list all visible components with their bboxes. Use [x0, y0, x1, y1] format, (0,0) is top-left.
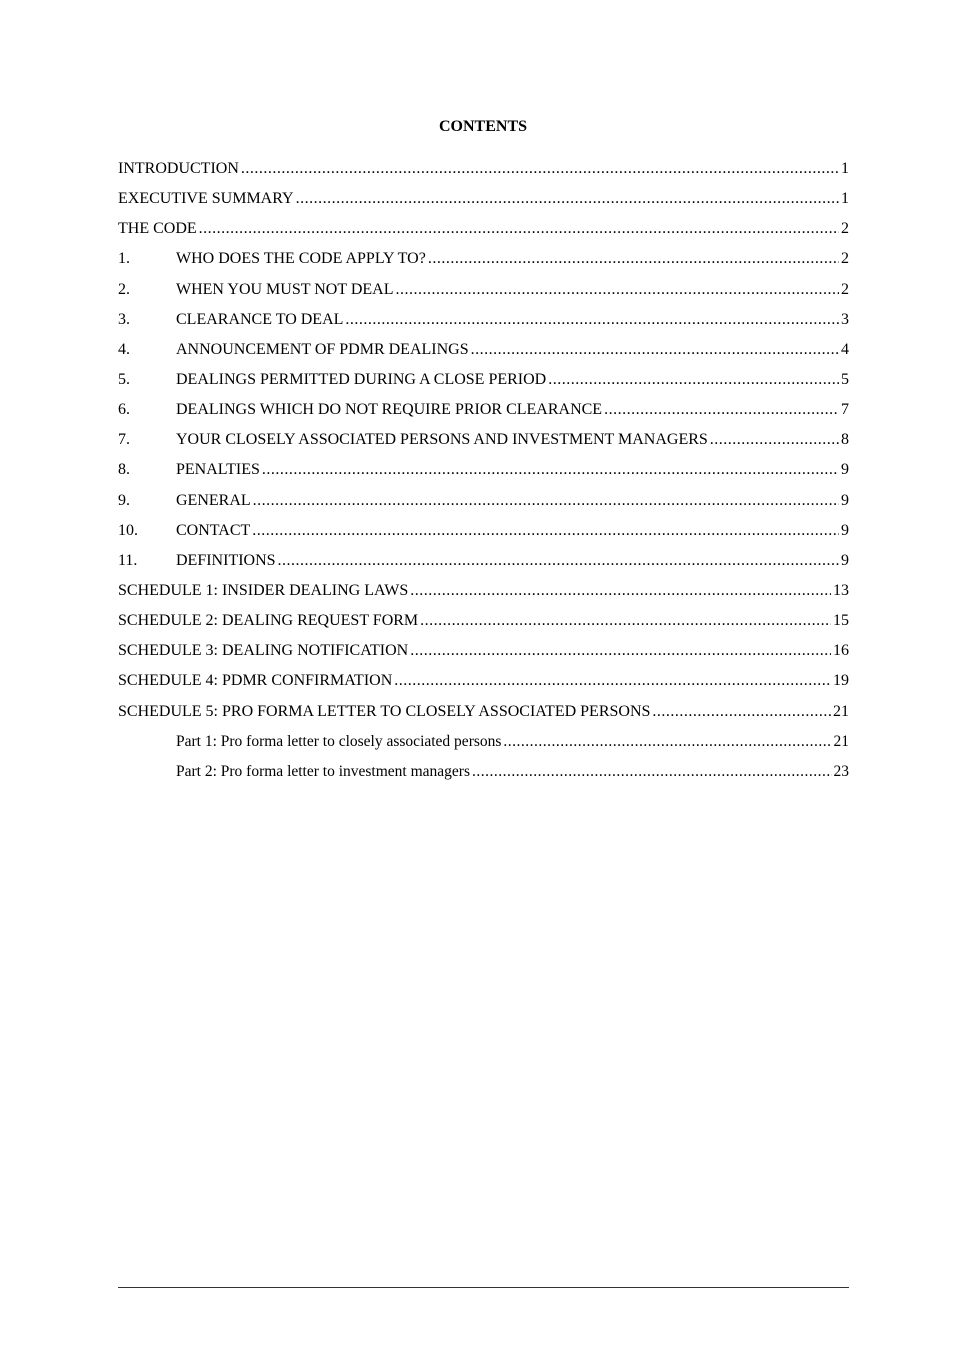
toc-page-number: 21: [833, 732, 849, 750]
toc-entry-text: CONTACT: [176, 521, 251, 539]
toc-entry[interactable]: [118, 550, 849, 580]
toc-page-number: 5: [841, 370, 849, 388]
toc-page-number: 15: [833, 612, 849, 630]
toc-entry-text: EXECUTIVE SUMMARY: [118, 190, 294, 208]
toc-leader: [345, 309, 839, 331]
toc-entry[interactable]: [118, 701, 849, 731]
toc-leader: [503, 731, 831, 753]
toc-entry[interactable]: [118, 670, 849, 700]
toc-entry-number: 10.: [118, 521, 138, 539]
toc-entry-number: 5.: [118, 370, 130, 388]
toc-entry[interactable]: [118, 158, 849, 188]
toc-subentry[interactable]: [118, 731, 849, 761]
toc-page-number: 19: [833, 672, 849, 690]
toc-leader: [253, 490, 839, 512]
toc-entry-text: GENERAL: [176, 491, 251, 509]
toc-entry-number: 1.: [118, 250, 130, 268]
toc-page-number: 3: [841, 310, 849, 328]
toc-entry-text: DEFINITIONS: [176, 551, 276, 569]
toc-entry[interactable]: [118, 188, 849, 218]
toc-page-number: 2: [841, 280, 849, 298]
toc-entry-text: SCHEDULE 4: PDMR CONFIRMATION: [118, 672, 393, 690]
toc-leader: [410, 580, 831, 602]
toc-entry[interactable]: [118, 580, 849, 610]
toc-entry[interactable]: [118, 248, 849, 278]
toc-leader: [472, 761, 832, 783]
toc-entry-text: SCHEDULE 3: DEALING NOTIFICATION: [118, 642, 409, 660]
toc-leader: [428, 248, 839, 270]
toc-entry[interactable]: [118, 279, 849, 309]
toc-entry[interactable]: [118, 369, 849, 399]
contents-title: CONTENTS: [438, 118, 528, 135]
toc-entry[interactable]: [118, 309, 849, 339]
toc-leader: [710, 429, 839, 451]
footer-divider: [118, 1287, 849, 1288]
toc-entry-number: 4.: [118, 340, 130, 358]
toc-leader: [262, 459, 839, 481]
toc-page-number: 8: [841, 431, 849, 449]
toc-page-number: 21: [833, 702, 849, 720]
toc-entry-text: DEALINGS WHICH DO NOT REQUIRE PRIOR CLEARANCE: [176, 401, 603, 419]
toc-leader: [420, 610, 831, 632]
toc-entry-text: PENALTIES: [176, 461, 260, 479]
toc-entry-number: 2.: [118, 280, 130, 298]
toc-entry-text: CLEARANCE TO DEAL: [176, 310, 344, 328]
toc-leader: [199, 218, 839, 240]
toc-leader: [278, 550, 839, 572]
toc-entry-number: 3.: [118, 310, 130, 328]
toc-entry-text: WHEN YOU MUST NOT DEAL: [176, 280, 394, 298]
toc-leader: [296, 188, 839, 210]
toc-entry[interactable]: [118, 399, 849, 429]
toc-entry[interactable]: [118, 520, 849, 550]
toc-entry-text: SCHEDULE 5: PRO FORMA LETTER TO CLOSELY ASSOCIATED PERSONS: [118, 702, 651, 720]
toc-entry-number: 7.: [118, 431, 130, 449]
toc-page-number: 1: [841, 190, 849, 208]
toc-subentry[interactable]: [118, 761, 849, 791]
toc-page-number: 9: [841, 461, 849, 479]
toc-leader: [241, 158, 839, 180]
toc-page-number: 9: [841, 521, 849, 539]
toc-page-number: 9: [841, 491, 849, 509]
toc-page-number: 13: [833, 581, 849, 599]
toc-entry-text: THE CODE: [118, 220, 197, 238]
toc-leader: [548, 369, 839, 391]
toc-entry-text: SCHEDULE 2: DEALING REQUEST FORM: [118, 612, 419, 630]
toc-entry-text: INTRODUCTION: [118, 160, 239, 177]
toc-entry-number: 6.: [118, 401, 130, 419]
toc-entry-text: ANNOUNCEMENT OF PDMR DEALINGS: [176, 340, 469, 358]
toc-leader: [471, 339, 839, 361]
toc-entry-number: 8.: [118, 461, 130, 479]
toc-leader: [395, 279, 839, 301]
toc-entry-text: DEALINGS PERMITTED DURING A CLOSE PERIOD: [176, 370, 547, 388]
toc-entry-text: SCHEDULE 1: INSIDER DEALING LAWS: [118, 581, 409, 599]
toc-page-number: 2: [841, 220, 849, 238]
toc-entry[interactable]: [118, 218, 849, 248]
toc-leader: [252, 520, 839, 542]
toc-page-number: 16: [833, 642, 849, 660]
toc-page-number: 2: [841, 250, 849, 268]
toc-page-number: 23: [833, 762, 849, 780]
toc-entry[interactable]: [118, 339, 849, 369]
table-of-contents: [118, 158, 849, 791]
toc-leader: [604, 399, 839, 421]
toc-page-number: 9: [841, 551, 849, 569]
toc-entry[interactable]: [118, 429, 849, 459]
toc-entry[interactable]: [118, 610, 849, 640]
toc-entry[interactable]: [118, 490, 849, 520]
toc-entry-text: WHO DOES THE CODE APPLY TO?: [176, 250, 426, 268]
toc-entry-number: 9.: [118, 491, 130, 509]
toc-page-number: 7: [841, 401, 849, 419]
toc-entry-text: Part 1: Pro forma letter to closely associated persons: [176, 732, 502, 750]
toc-entry-text: YOUR CLOSELY ASSOCIATED PERSONS AND INVESTMENT MANAGERS: [176, 431, 708, 449]
toc-page-number: 4: [841, 340, 849, 358]
toc-entry[interactable]: [118, 459, 849, 489]
toc-leader: [652, 701, 831, 723]
toc-entry-text: Part 2: Pro forma letter to investment managers: [176, 762, 470, 780]
toc-entry-number: 11.: [118, 551, 138, 569]
toc-entry[interactable]: [118, 640, 849, 670]
toc-leader: [394, 670, 831, 692]
toc-page-number: 1: [841, 160, 849, 177]
toc-leader: [410, 640, 831, 662]
